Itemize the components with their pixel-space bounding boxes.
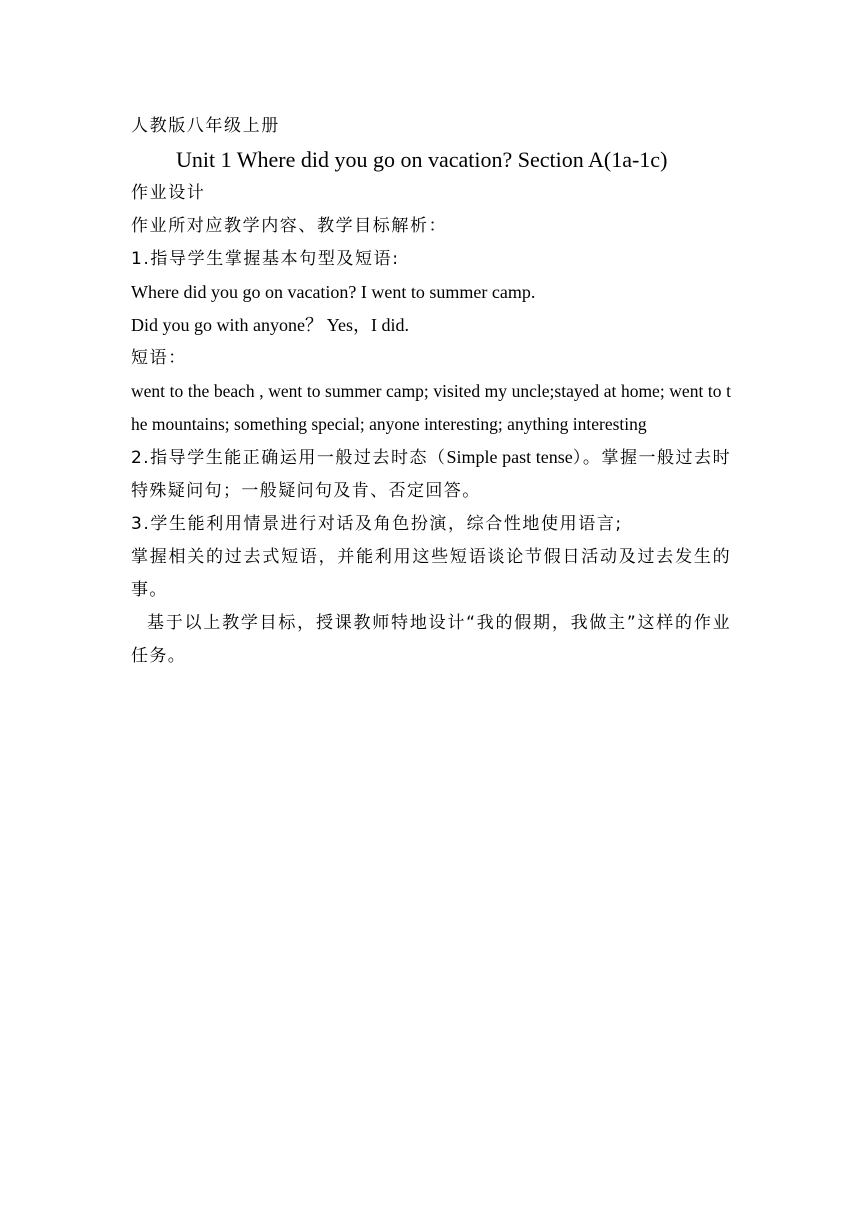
unit-title: Unit 1 Where did you go on vacation? Section A(1a-1c) xyxy=(176,147,668,172)
analysis-heading: 作业所对应教学内容、教学目标解析： xyxy=(131,216,448,236)
goal1-heading: 1.指导学生掌握基本句型及短语: xyxy=(131,249,400,269)
goal2-prefix: 2.指导学生能正确运用一般过去时态（ xyxy=(131,448,447,468)
sentence-pattern-1: Where did you go on vacation? I went to summer camp. xyxy=(131,282,536,302)
task-intro: 基于以上教学目标，授课教师特地设计“我的假期，我做主”这样的作业任务。 xyxy=(131,613,731,666)
sentence-pattern-2: Did you go with anyone？ Yes，I did. xyxy=(131,315,409,335)
phrases-list: went to the beach , went to summer camp; visited my uncle;stayed at home; went to the mountains; something special; anyone interesting; anything interesting xyxy=(131,381,731,434)
document-body xyxy=(131,110,731,673)
goal2-paragraph xyxy=(131,441,731,508)
goal3-detail: 掌握相关的过去式短语，并能利用这些短语谈论节假日活动及过去发生的事。 xyxy=(131,547,731,600)
phrases-label: 短语： xyxy=(131,348,187,368)
goal2-english-term: Simple past tense xyxy=(446,447,573,467)
section-heading: 作业设计 xyxy=(131,183,206,203)
textbook-label: 人教版八年级上册 xyxy=(131,116,280,136)
goal2-suffix: ）。掌握一般过去时特殊疑问句；一般疑问句及肯、否定回答。 xyxy=(131,448,732,501)
goal3-paragraph: 3.学生能利用情景进行对话及角色扮演，综合性地使用语言; xyxy=(131,514,623,534)
